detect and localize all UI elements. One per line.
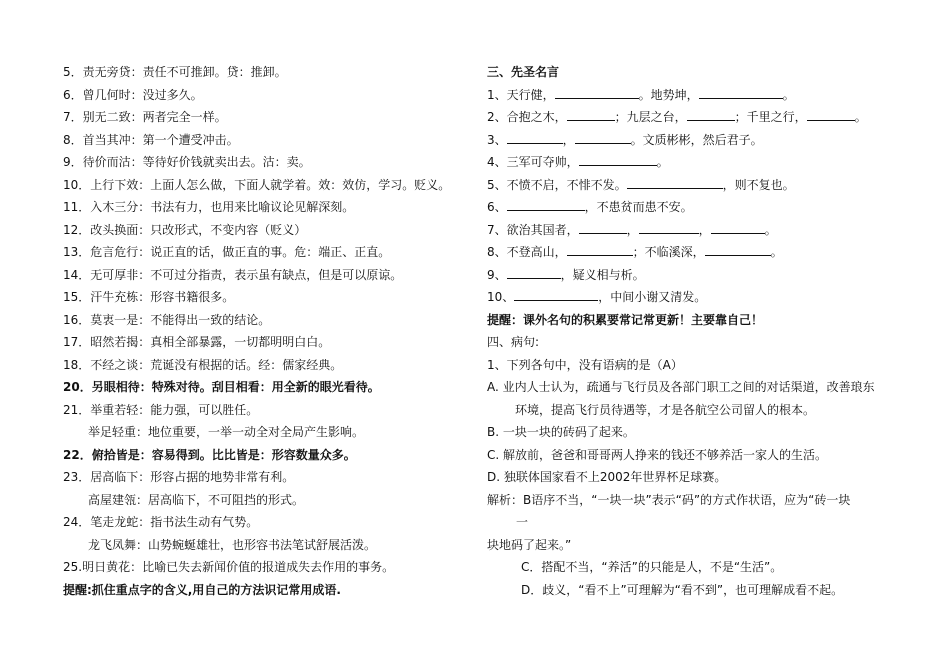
quote-2: 2、合抱之木， ；九层之台， ；千里之行， 。: [487, 110, 867, 124]
analysis-d: D．歧义，“看不上”可理解为“看不到”，也可理解成看不起。: [521, 583, 844, 597]
idiom-11: 11．入木三分：书法有力，也用来比喻议论见解深刻。: [63, 200, 355, 214]
idiom-24b: 龙飞凤舞：山势蜿蜒雄壮，也形容书法笔试舒展活泼。: [88, 538, 377, 552]
idiom-9: 9．待价而沽：等待好价钱就卖出去。沽：卖。: [63, 155, 311, 169]
idiom-14: 14．无可厚非：不可过分指责，表示虽有缺点，但是可以原谅。: [63, 268, 403, 282]
blank: [507, 199, 585, 211]
idiom-21: 21．举重若轻：能力强，可以胜任。: [63, 403, 259, 417]
option-b: B. 一块一块的砖码了起来。: [487, 425, 635, 439]
idiom-10: 10．上行下效：上面人怎么做，下面人就学着。效：效仿，学习。贬义。: [63, 178, 451, 192]
idiom-23: 23．居高临下：形容占据的地势非常有利。: [63, 470, 295, 484]
blank: [807, 109, 855, 121]
blank: [579, 222, 627, 234]
idiom-25: 25.明日黄花：比喻已失去新闻价值的报道成失去作用的事务。: [63, 560, 395, 574]
blank: [507, 132, 563, 144]
idiom-18: 18．不经之谈：荒诞没有根据的话。经：儒家经典。: [63, 358, 343, 372]
blank: [507, 267, 561, 279]
option-a: A. 业内人士认为，疏通与飞行员及各部门职工之间的对话渠道，改善琅东: [487, 380, 875, 394]
quote-4: 4、三军可夺帅， 。: [487, 155, 669, 169]
quote-9: 9、 ，疑义相与析。: [487, 268, 645, 282]
idiom-5: 5．责无旁贷：责任不可推卸。贷：推卸。: [63, 65, 287, 79]
section4-title: 四、病句:: [487, 335, 540, 349]
blank: [555, 87, 639, 99]
quote-7: 7、欲治其国者， ， ， 。: [487, 223, 777, 237]
idiom-23b: 高屋建瓴：居高临下，不可阻挡的形式。: [88, 493, 305, 507]
idiom-22: 22．俯拾皆是：容易得到。比比皆是：形容数量众多。: [63, 448, 356, 462]
blank: [711, 222, 765, 234]
analysis: 解析：B语序不当，“一块一块”表示“码”的方式作状语，应为“砖一块: [487, 493, 851, 507]
blank: [514, 289, 598, 301]
blank: [627, 177, 723, 189]
blank: [687, 109, 735, 121]
quote-5: 5、不愤不启，不悱不发。 ，则不复也。: [487, 178, 795, 192]
idiom-8: 8．首当其冲：第一个遭受冲击。: [63, 133, 239, 147]
blank: [575, 132, 631, 144]
option-c: C. 解放前，爸爸和哥哥两人挣来的钱还不够养活一家人的生活。: [487, 448, 828, 462]
blank: [567, 244, 633, 256]
blank: [567, 109, 615, 121]
idiom-24: 24．笔走龙蛇：指书法生动有气势。: [63, 515, 259, 529]
left-reminder: 提醒:抓住重点字的含义,用自己的方法识记常用成语.: [63, 583, 341, 597]
idiom-17: 17．昭然若揭：真相全部暴露，一切都明明白白。: [63, 335, 331, 349]
idiom-15: 15．汗牛充栋：形容书籍很多。: [63, 290, 235, 304]
quote-8: 8、不登高山， ；不临溪深， 。: [487, 245, 783, 259]
question-1: 1、下列各句中，没有语病的是（A）: [487, 358, 683, 372]
blank: [699, 87, 783, 99]
quote-3: 3、 ， 。文质彬彬，然后君子。: [487, 133, 763, 147]
option-d: D. 独联体国家看不上2002年世界杯足球赛。: [487, 470, 727, 484]
quote-10: 10、 ，中间小谢又清发。: [487, 290, 707, 304]
option-a-cont: 环境，提高飞行员待遇等，才是各航空公司留人的根本。: [515, 403, 816, 417]
analysis-c: C．搭配不当，“养活”的只能是人，不是“生活”。: [521, 560, 783, 574]
right-reminder: 提醒：课外名句的积累要常记常更新！主要靠自己！: [487, 313, 764, 327]
idiom-16: 16．莫衷一是：不能得出一致的结论。: [63, 313, 271, 327]
idiom-6: 6．曾几何时：没过多久。: [63, 88, 203, 102]
idiom-13: 13．危言危行：说正直的话，做正直的事。危：端正、正直。: [63, 245, 391, 259]
blank: [639, 222, 699, 234]
analysis-cont: 块地码了起来。”: [487, 538, 572, 552]
quote-1: 1、天行健， 。地势坤， 。: [487, 88, 795, 102]
idiom-12: 12．改头换面：只改形式，不变内容（贬义）: [63, 223, 307, 237]
section3-title: 三、先圣名言: [487, 65, 560, 79]
analysis-wrap: 一: [516, 515, 529, 529]
blank: [579, 154, 657, 166]
idiom-7: 7．别无二致：两者完全一样。: [63, 110, 227, 124]
idiom-20: 20．另眼相待：特殊对待。刮目相看：用全新的眼光看待。: [63, 380, 380, 394]
idiom-21b: 举足轻重：地位重要，一举一动全对全局产生影响。: [88, 425, 365, 439]
blank: [705, 244, 771, 256]
quote-6: 6、 ，不患贫而患不安。: [487, 200, 693, 214]
